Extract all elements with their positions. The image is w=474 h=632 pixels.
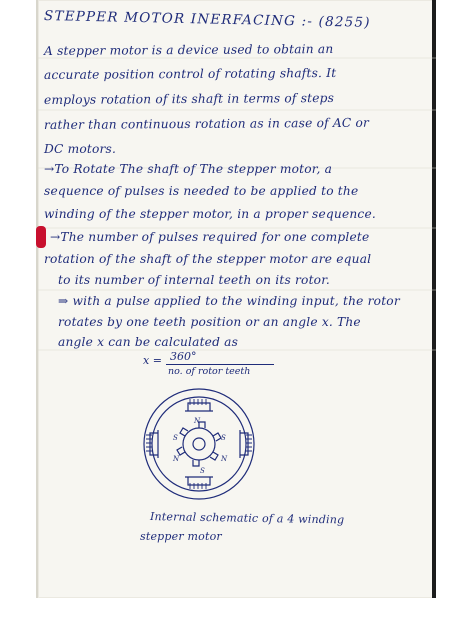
note-line-7: sequence of pulses is needed to be applied to the: [44, 184, 359, 198]
note-line-13: rotates by one teeth position or an angle x. The: [58, 315, 361, 329]
page-binding-edge: [432, 0, 436, 598]
note-line-2: accurate position control of rotating shafts. It: [43, 65, 337, 82]
notes-title: STEPPER MOTOR INERFACING :- (8255): [43, 8, 371, 31]
formula-numerator: 360°: [170, 350, 197, 363]
formula-lhs: x =: [143, 354, 162, 367]
note-line-14: angle x can be calculated as: [58, 335, 239, 349]
diagram-caption-line-2: stepper motor: [140, 530, 222, 543]
fraction-bar: [166, 364, 274, 365]
rotor-pole-label: S: [173, 434, 178, 442]
note-line-1: A stepper motor is a device used to obtain an: [43, 41, 334, 58]
rotor-pole-label: N: [173, 455, 180, 463]
rotor-pole-label: S: [221, 434, 226, 442]
note-line-3: employs rotation of its shaft in terms of steps: [43, 90, 335, 107]
note-line-5: DC motors.: [44, 142, 117, 156]
note-line-6: →To Rotate The shaft of The stepper motor, a: [44, 162, 333, 176]
note-line-11: to its number of internal teeth on its rotor.: [58, 273, 330, 287]
diagram-caption-line-1: Internal schematic of a 4 winding: [149, 510, 345, 527]
stepper-motor-schematic: [130, 385, 268, 503]
formula-denominator: no. of rotor teeth: [168, 366, 251, 377]
rotor-pole-label: N: [221, 455, 228, 463]
note-line-8: winding of the stepper motor, in a proper sequence.: [44, 207, 376, 221]
rotor-pole-label: S: [200, 467, 205, 475]
rotor-pole-label: N: [194, 417, 201, 425]
note-line-4: rather than continuous rotation as in case of AC or: [43, 115, 370, 132]
note-line-10: rotation of the shaft of the stepper motor are equal: [44, 252, 372, 266]
note-line-9: →The number of pulses required for one complete: [50, 230, 370, 244]
red-ink-mark: [36, 226, 46, 248]
note-line-12: ⇒ with a pulse applied to the winding input, the rotor: [58, 294, 400, 308]
